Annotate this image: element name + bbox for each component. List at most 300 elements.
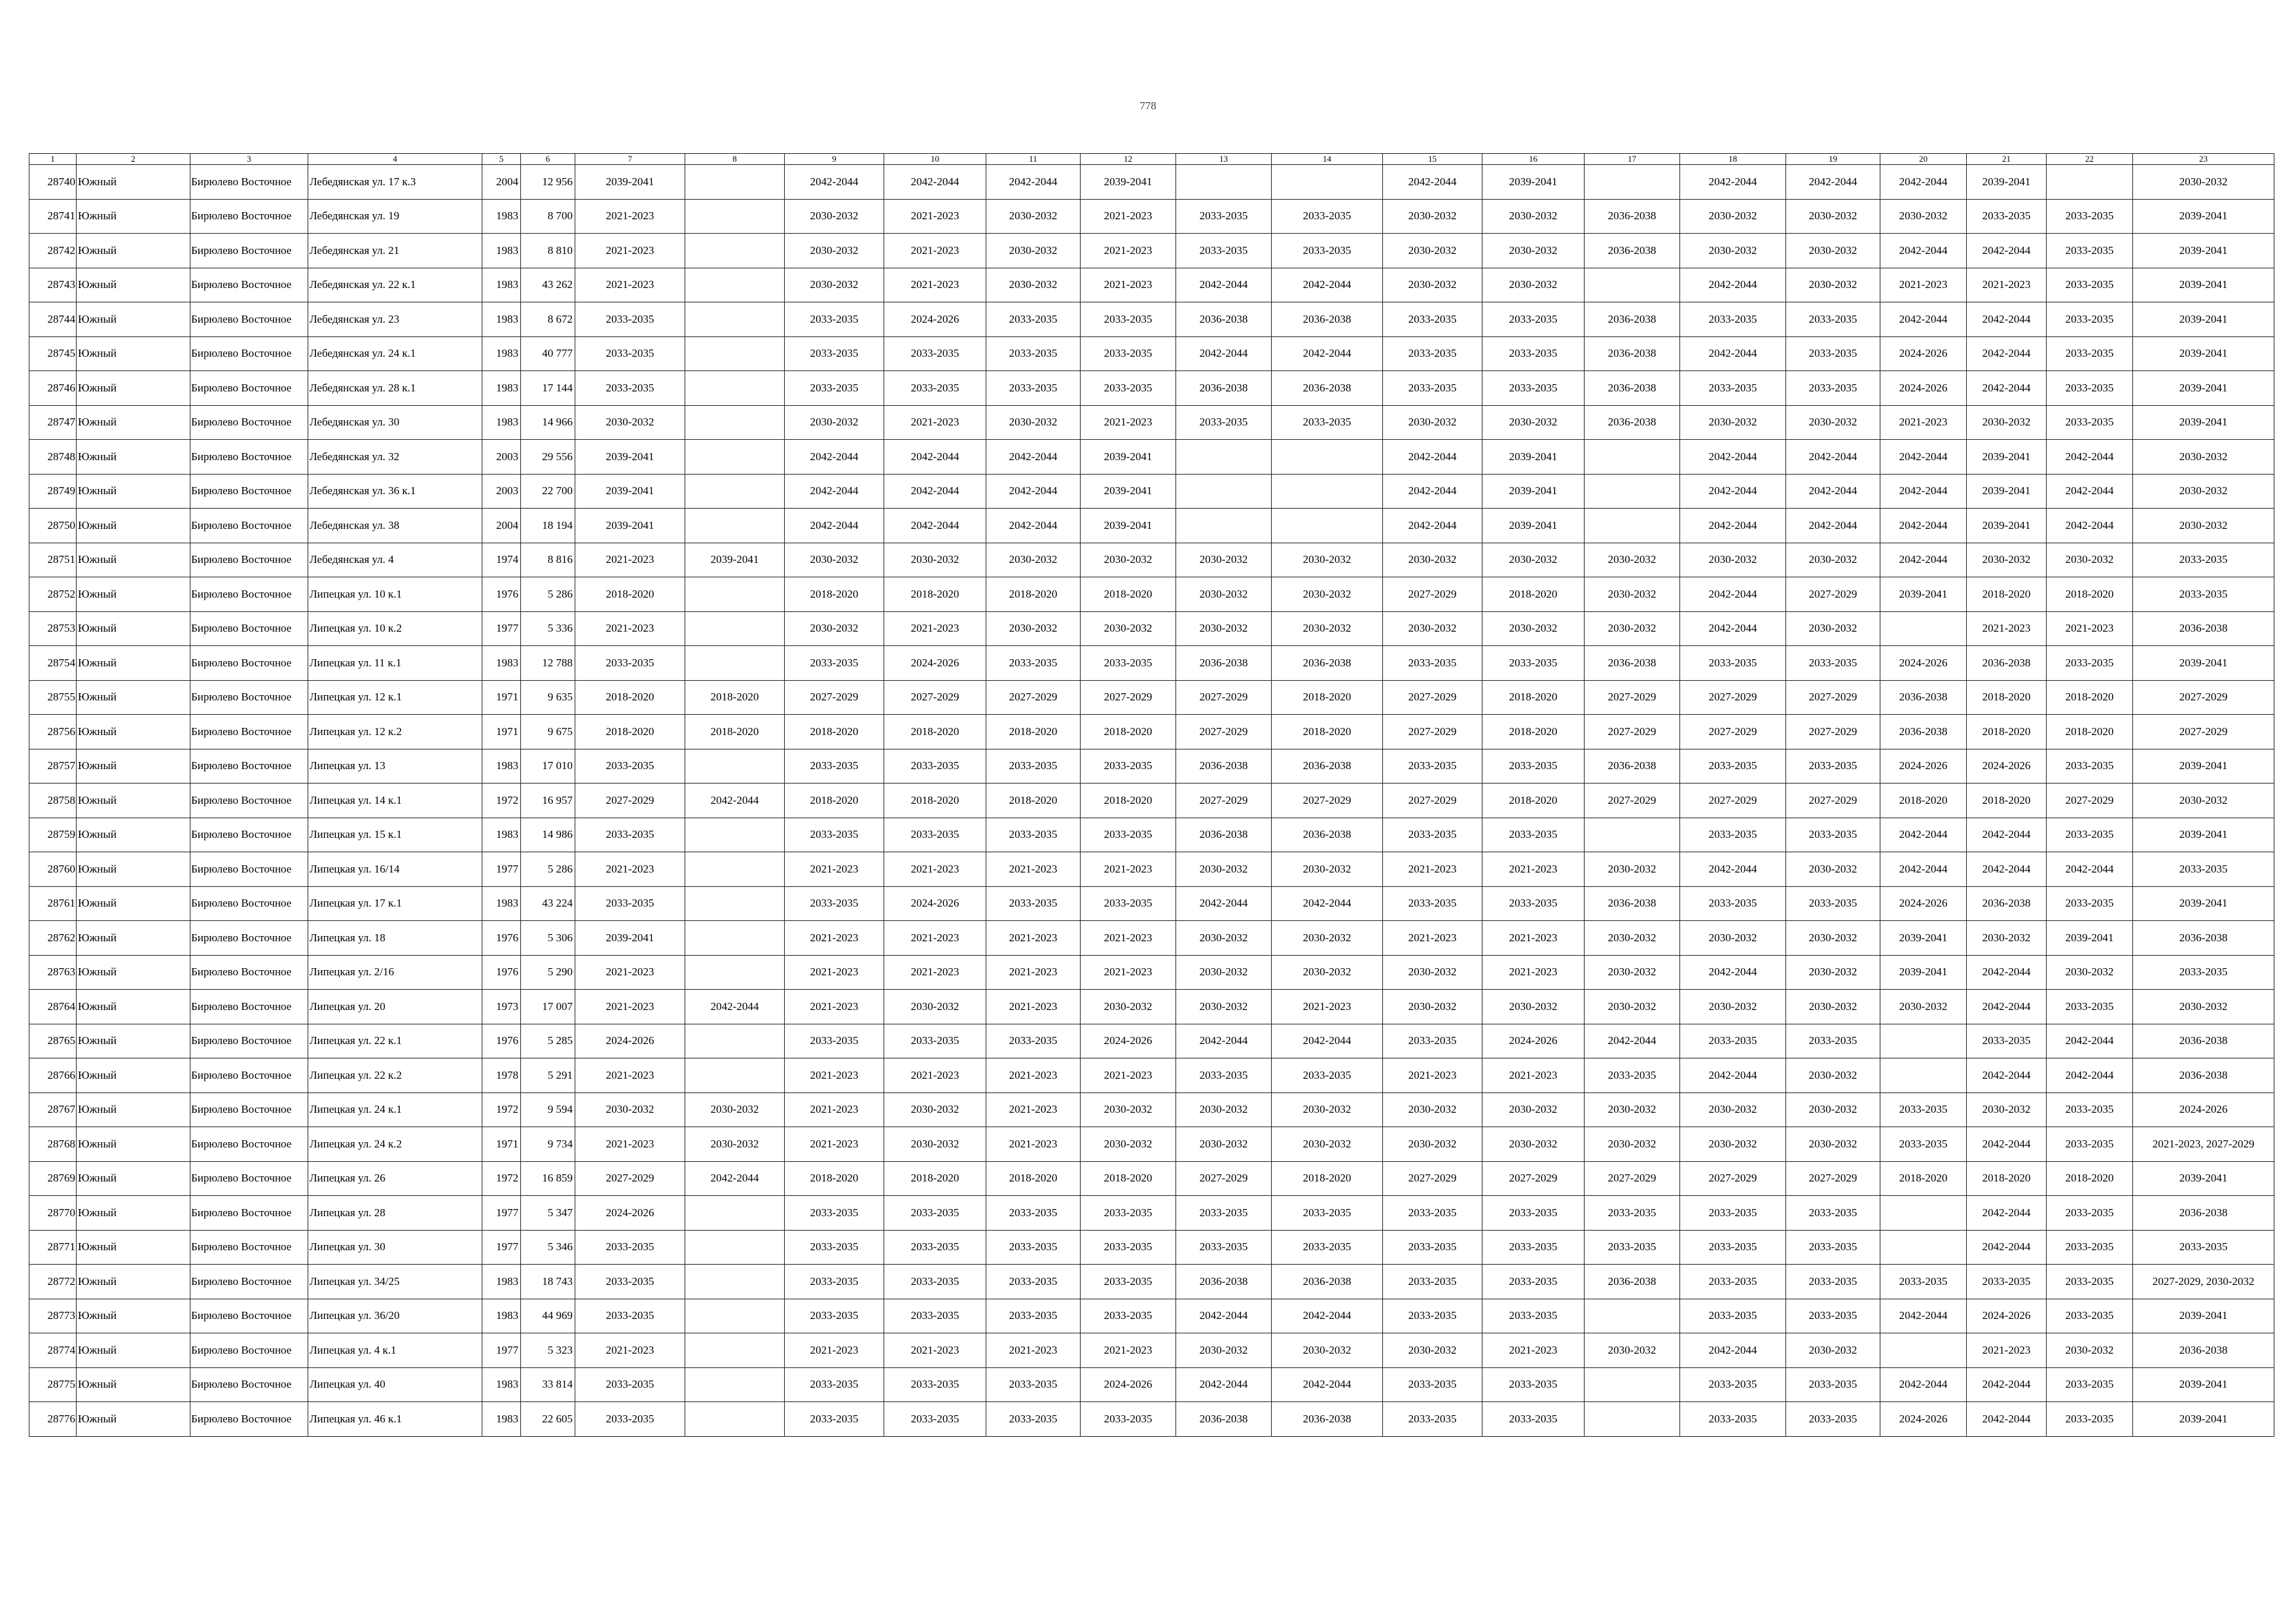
table-cell: Липецкая ул. 22 к.2	[308, 1058, 482, 1093]
table-cell	[1585, 1367, 1680, 1402]
table-cell: 2042-2044	[1680, 336, 1786, 371]
table-row	[29, 1265, 2274, 1299]
table-row	[29, 715, 2274, 749]
table-cell: 2033-2035	[1383, 646, 1482, 681]
table-cell: 2036-2038	[1585, 405, 1680, 440]
table-cell: 1977	[482, 1230, 521, 1265]
table-cell: 2033-2035	[1383, 1299, 1482, 1333]
table-cell: Южный	[77, 990, 190, 1024]
table-cell: 2042-2044	[2047, 440, 2133, 475]
table-cell: 5 290	[521, 955, 575, 990]
table-cell	[685, 1299, 785, 1333]
table-cell: 1983	[482, 336, 521, 371]
table-cell: Южный	[77, 886, 190, 921]
table-cell: 28771	[29, 1230, 77, 1265]
table-cell: 2027-2029	[1272, 784, 1383, 818]
table-cell: Лебедянская ул. 19	[308, 199, 482, 234]
table-cell: 2033-2035	[1786, 371, 1880, 406]
table-cell: 2042-2044	[1176, 1024, 1272, 1058]
table-cell: 2042-2044	[1786, 440, 1880, 475]
table-cell: 2030-2032	[1482, 543, 1585, 577]
table-cell: 2036-2038	[2133, 921, 2274, 956]
table-cell: 2030-2032	[1482, 268, 1585, 302]
table-cell: 2027-2029	[1786, 680, 1880, 715]
table-cell: Южный	[77, 1230, 190, 1265]
table-cell: 2042-2044	[1585, 1024, 1680, 1058]
table-cell: 2036-2038	[2133, 1196, 2274, 1231]
table-cell: 2033-2035	[2047, 990, 2133, 1024]
table-cell: 2021-2023	[986, 852, 1081, 887]
table-cell: 2030-2032	[1786, 543, 1880, 577]
table-row	[29, 405, 2274, 440]
table-cell	[1585, 268, 1680, 302]
table-cell	[685, 1196, 785, 1231]
table-cell: 2033-2035	[575, 1265, 685, 1299]
table-cell: 2033-2035	[785, 336, 884, 371]
table-cell: 2030-2032	[1272, 577, 1383, 612]
table-cell: 2024-2026	[1880, 886, 1967, 921]
table-cell: Бирюлево Восточное	[190, 577, 308, 612]
table-cell: 1972	[482, 784, 521, 818]
table-cell: 2030-2032	[1585, 921, 1680, 956]
table-cell: 2021-2023	[1482, 921, 1585, 956]
table-cell: 2036-2038	[2133, 611, 2274, 646]
table-cell: Южный	[77, 1333, 190, 1368]
table-cell: 2033-2035	[884, 1024, 986, 1058]
table-cell	[1880, 1196, 1967, 1231]
table-cell: 2033-2035	[2047, 1092, 2133, 1127]
table-cell: 2033-2035	[1081, 1402, 1176, 1437]
table-cell: 2042-2044	[1680, 474, 1786, 509]
table-cell: 2042-2044	[884, 440, 986, 475]
table-cell: 28752	[29, 577, 77, 612]
table-cell: Бирюлево Восточное	[190, 440, 308, 475]
table-cell: 2018-2020	[785, 715, 884, 749]
table-cell	[685, 165, 785, 200]
table-cell: 2030-2032	[1176, 921, 1272, 956]
table-cell: 2033-2035	[785, 886, 884, 921]
table-cell: 2039-2041	[1967, 165, 2047, 200]
table-cell: 2024-2026	[1880, 1402, 1967, 1437]
table-cell: 2033-2035	[1081, 1230, 1176, 1265]
table-cell: 2024-2026	[575, 1024, 685, 1058]
table-cell: 2018-2020	[2047, 680, 2133, 715]
table-cell: 1983	[482, 1265, 521, 1299]
table-cell: 2036-2038	[1176, 749, 1272, 784]
table-cell: 2042-2044	[1680, 852, 1786, 887]
table-cell: 2021-2023	[575, 990, 685, 1024]
table-cell: Южный	[77, 405, 190, 440]
table-cell: 2024-2026	[1482, 1024, 1585, 1058]
table-cell: 2042-2044	[1880, 440, 1967, 475]
table-cell: 2033-2035	[1482, 371, 1585, 406]
table-cell: 2036-2038	[1272, 749, 1383, 784]
table-cell: 2027-2029	[1786, 577, 1880, 612]
table-cell: Бирюлево Восточное	[190, 405, 308, 440]
table-cell: 2033-2035	[986, 886, 1081, 921]
table-cell: 2036-2038	[1176, 818, 1272, 852]
table-cell: 2030-2032	[785, 199, 884, 234]
table-cell: 2018-2020	[884, 1161, 986, 1196]
table-cell: 2030-2032	[575, 405, 685, 440]
table-cell: 28742	[29, 234, 77, 268]
table-row	[29, 646, 2274, 681]
table-cell	[685, 199, 785, 234]
table-cell: Липецкая ул. 12 к.1	[308, 680, 482, 715]
table-cell: 2033-2035	[785, 1196, 884, 1231]
table-cell	[685, 302, 785, 337]
table-cell: 2036-2038	[1585, 1265, 1680, 1299]
table-cell: 2030-2032	[1680, 199, 1786, 234]
table-cell: Липецкая ул. 24 к.2	[308, 1127, 482, 1162]
table-cell: 2030-2032	[1383, 955, 1482, 990]
table-cell: 2027-2029	[1585, 784, 1680, 818]
table-cell: 2018-2020	[785, 784, 884, 818]
table-cell: 28775	[29, 1367, 77, 1402]
table-cell: 2033-2035	[1680, 818, 1786, 852]
table-cell: 2036-2038	[2133, 1333, 2274, 1368]
table-cell: 2018-2020	[1880, 1161, 1967, 1196]
table-cell: Южный	[77, 474, 190, 509]
table-cell: 2027-2029	[1680, 715, 1786, 749]
table-cell: 2030-2032	[685, 1127, 785, 1162]
table-cell: 2033-2035	[575, 818, 685, 852]
table-cell: 28774	[29, 1333, 77, 1368]
table-cell: 2033-2035	[986, 1196, 1081, 1231]
table-cell: 2027-2029	[1585, 680, 1680, 715]
table-cell: 2021-2023	[1967, 268, 2047, 302]
table-cell: 2030-2032	[1383, 1333, 1482, 1368]
table-cell: 1983	[482, 818, 521, 852]
table-cell: 2030-2032	[1081, 543, 1176, 577]
table-cell: 1972	[482, 1161, 521, 1196]
table-cell: 2033-2035	[1482, 302, 1585, 337]
table-cell: Липецкая ул. 11 к.1	[308, 646, 482, 681]
table-cell: 2021-2023	[1482, 852, 1585, 887]
table-cell: Бирюлево Восточное	[190, 1299, 308, 1333]
table-cell: 2030-2032	[1967, 1092, 2047, 1127]
table-cell: 2033-2035	[1880, 1092, 1967, 1127]
table-cell: 2033-2035	[785, 818, 884, 852]
table-cell: Южный	[77, 165, 190, 200]
table-cell: 2030-2032	[1786, 234, 1880, 268]
table-cell: 2042-2044	[1880, 234, 1967, 268]
table-cell: Бирюлево Восточное	[190, 509, 308, 543]
table-cell: 2021-2023	[785, 1127, 884, 1162]
table-cell: 2033-2035	[1176, 1058, 1272, 1093]
table-cell: 2021-2023	[1383, 1058, 1482, 1093]
table-row	[29, 955, 2274, 990]
table-cell: 2018-2020	[986, 784, 1081, 818]
table-cell: 2021-2023	[1081, 1333, 1176, 1368]
table-cell: 2030-2032	[1585, 1333, 1680, 1368]
table-cell: 2021-2023	[884, 199, 986, 234]
table-cell: 2021-2023	[575, 543, 685, 577]
table-cell: 2042-2044	[785, 509, 884, 543]
table-row	[29, 336, 2274, 371]
table-cell: 2042-2044	[1786, 509, 1880, 543]
table-cell: Бирюлево Восточное	[190, 749, 308, 784]
column-header: 22	[2047, 154, 2133, 165]
table-cell: 2033-2035	[884, 1196, 986, 1231]
table-cell: 2030-2032	[1482, 199, 1585, 234]
table-cell: 2027-2029	[1383, 715, 1482, 749]
table-cell: 2030-2032	[1383, 268, 1482, 302]
table-cell: 2042-2044	[1383, 440, 1482, 475]
table-cell: 2021-2023	[884, 611, 986, 646]
table-cell: 2033-2035	[1967, 199, 2047, 234]
table-cell	[1585, 509, 1680, 543]
table-cell: 2036-2038	[1880, 680, 1967, 715]
table-cell: Липецкая ул. 40	[308, 1367, 482, 1402]
table-cell: Бирюлево Восточное	[190, 1127, 308, 1162]
table-cell: 2042-2044	[1880, 1367, 1967, 1402]
table-cell: Бирюлево Восточное	[190, 1196, 308, 1231]
table-cell: 2027-2029, 2030-2032	[2133, 1265, 2274, 1299]
table-cell: 2042-2044	[1786, 165, 1880, 200]
table-cell: 2033-2035	[785, 1024, 884, 1058]
table-cell	[685, 1367, 785, 1402]
table-cell: 2036-2038	[2133, 1024, 2274, 1058]
table-cell: 2024-2026	[1081, 1367, 1176, 1402]
table-cell: 2033-2035	[1786, 646, 1880, 681]
table-cell: 2033-2035	[1482, 336, 1585, 371]
table-cell: 2042-2044	[785, 474, 884, 509]
table-cell: 2021-2023	[575, 852, 685, 887]
table-cell: 1977	[482, 852, 521, 887]
table-cell: Бирюлево Восточное	[190, 268, 308, 302]
table-cell	[1880, 1333, 1967, 1368]
table-cell: 2030-2032	[1680, 921, 1786, 956]
table-cell: 2042-2044	[1880, 852, 1967, 887]
table-row	[29, 302, 2274, 337]
table-cell: 18 743	[521, 1265, 575, 1299]
table-cell: 2030-2032	[1585, 543, 1680, 577]
table-cell: 2042-2044	[1967, 1127, 2047, 1162]
table-cell: 5 291	[521, 1058, 575, 1093]
column-header: 23	[2133, 154, 2274, 165]
table-cell: 2030-2032	[1272, 1127, 1383, 1162]
table-row	[29, 371, 2274, 406]
table-cell: 2042-2044	[1880, 165, 1967, 200]
table-cell	[685, 1230, 785, 1265]
table-cell: 2030-2032	[1176, 543, 1272, 577]
table-cell: 2033-2035	[986, 1299, 1081, 1333]
table-cell: 2036-2038	[1585, 199, 1680, 234]
table-cell: 28756	[29, 715, 77, 749]
table-cell: 28766	[29, 1058, 77, 1093]
table-cell: 2036-2038	[1880, 715, 1967, 749]
table-cell: Бирюлево Восточное	[190, 1265, 308, 1299]
column-header: 10	[884, 154, 986, 165]
table-cell: 2030-2032	[1585, 1127, 1680, 1162]
table-cell: 2042-2044	[1272, 886, 1383, 921]
table-cell: 2039-2041	[1482, 440, 1585, 475]
table-cell: 2033-2035	[2047, 749, 2133, 784]
table-cell: 2021-2023	[1967, 1333, 2047, 1368]
table-cell: 2030-2032	[1272, 1333, 1383, 1368]
table-cell: 2033-2035	[1081, 749, 1176, 784]
table-cell: 2030-2032	[2133, 990, 2274, 1024]
table-cell: 2039-2041	[2133, 405, 2274, 440]
table-cell: 2021-2023	[1081, 852, 1176, 887]
table-cell: 2033-2035	[884, 818, 986, 852]
table-cell: 22 605	[521, 1402, 575, 1437]
table-cell: 1976	[482, 1024, 521, 1058]
table-row	[29, 611, 2274, 646]
table-cell: 5 323	[521, 1333, 575, 1368]
table-cell: 2021-2023	[884, 955, 986, 990]
table-cell: 28758	[29, 784, 77, 818]
table-cell: 2030-2032	[1786, 921, 1880, 956]
column-header: 2	[77, 154, 190, 165]
table-row	[29, 1333, 2274, 1368]
table-cell: 2036-2038	[1585, 234, 1680, 268]
table-cell: 2033-2035	[986, 336, 1081, 371]
column-header: 21	[1967, 154, 2047, 165]
table-cell: 2030-2032	[986, 234, 1081, 268]
table-cell: 2042-2044	[2047, 852, 2133, 887]
table-cell: 2018-2020	[1967, 680, 2047, 715]
table-cell: 2030-2032	[1176, 611, 1272, 646]
table-cell: 2033-2035	[884, 1299, 986, 1333]
table-cell: Липецкая ул. 10 к.1	[308, 577, 482, 612]
table-cell: 2033-2035	[1482, 1265, 1585, 1299]
table-cell	[685, 336, 785, 371]
table-cell: 2033-2035	[785, 1367, 884, 1402]
table-cell: Липецкая ул. 10 к.2	[308, 611, 482, 646]
table-cell: 2021-2023	[1081, 405, 1176, 440]
table-cell: 28749	[29, 474, 77, 509]
table-cell: 2033-2035	[1383, 886, 1482, 921]
table-cell: 2033-2035	[1680, 1196, 1786, 1231]
table-cell: 2027-2029	[1786, 784, 1880, 818]
table-cell: 2042-2044	[1680, 440, 1786, 475]
table-cell: 2030-2032	[2133, 784, 2274, 818]
table-cell: 2042-2044	[1272, 268, 1383, 302]
table-cell: 2021-2023	[1272, 990, 1383, 1024]
table-cell	[1585, 1402, 1680, 1437]
table-cell: 2033-2035	[1680, 371, 1786, 406]
table-cell: 2036-2038	[1176, 302, 1272, 337]
table-cell: 2033-2035	[785, 1402, 884, 1437]
table-cell: 2004	[482, 165, 521, 200]
table-cell: 2021-2023	[575, 234, 685, 268]
table-cell: 2042-2044	[986, 509, 1081, 543]
table-cell: 2018-2020	[2047, 715, 2133, 749]
table-cell: 2039-2041	[1081, 474, 1176, 509]
table-cell: 2021-2023	[2047, 611, 2133, 646]
table-cell: 2039-2041	[1967, 509, 2047, 543]
table-cell: 2042-2044	[1967, 1196, 2047, 1231]
table-cell: 2021-2023	[884, 1058, 986, 1093]
table-cell: 2042-2044	[1680, 1058, 1786, 1093]
table-row	[29, 440, 2274, 475]
table-cell: 2033-2035	[1383, 1265, 1482, 1299]
table-cell: 2024-2026	[884, 302, 986, 337]
table-cell: 2030-2032	[1383, 1127, 1482, 1162]
table-cell: 2018-2020	[685, 680, 785, 715]
table-cell: 2033-2035	[1482, 1230, 1585, 1265]
table-cell: 2030-2032	[1786, 1092, 1880, 1127]
table-cell: 2021-2023	[1081, 268, 1176, 302]
table-cell: 2039-2041	[2133, 1367, 2274, 1402]
table-cell	[1880, 1024, 1967, 1058]
table-cell: 2033-2035	[884, 1230, 986, 1265]
table-cell: 2039-2041	[1081, 440, 1176, 475]
table-row	[29, 1367, 2274, 1402]
table-cell: 1983	[482, 1367, 521, 1402]
table-cell: 2033-2035	[884, 336, 986, 371]
table-cell: 2021-2023	[884, 268, 986, 302]
table-cell: 2027-2029	[1383, 1161, 1482, 1196]
table-cell	[1176, 474, 1272, 509]
table-cell: 2036-2038	[1585, 886, 1680, 921]
table-cell: 2033-2035	[1786, 1299, 1880, 1333]
table-cell: 2030-2032	[1176, 955, 1272, 990]
table-cell: 12 956	[521, 165, 575, 200]
table-cell: 2033-2035	[1482, 1402, 1585, 1437]
table-cell: 2033-2035	[785, 749, 884, 784]
table-cell: 2030-2032	[884, 543, 986, 577]
table-cell: Южный	[77, 577, 190, 612]
table-cell: 2033-2035	[1272, 1230, 1383, 1265]
table-cell: Лебедянская ул. 38	[308, 509, 482, 543]
table-cell: 2042-2044	[1680, 165, 1786, 200]
table-cell: 2018-2020	[1967, 784, 2047, 818]
table-cell: 28744	[29, 302, 77, 337]
table-cell: 43 224	[521, 886, 575, 921]
table-cell: 2042-2044	[1967, 818, 2047, 852]
table-cell: 2033-2035	[2047, 302, 2133, 337]
table-cell: 2033-2035	[986, 646, 1081, 681]
table-cell: 17 144	[521, 371, 575, 406]
table-cell: 5 336	[521, 611, 575, 646]
table-cell: 2033-2035	[986, 1230, 1081, 1265]
table-cell: 2033-2035	[884, 1402, 986, 1437]
table-cell: Бирюлево Восточное	[190, 336, 308, 371]
table-cell: Южный	[77, 784, 190, 818]
table-cell: 2033-2035	[1786, 302, 1880, 337]
table-cell: 2033-2035	[1680, 302, 1786, 337]
table-cell: 2033-2035	[1680, 1024, 1786, 1058]
table-cell: 2042-2044	[1383, 474, 1482, 509]
table-cell: 2018-2020	[884, 577, 986, 612]
table-cell: 2042-2044	[1383, 509, 1482, 543]
table-cell: 2036-2038	[1272, 646, 1383, 681]
table-cell: 2039-2041	[2133, 1161, 2274, 1196]
table-cell: 2033-2035	[1482, 646, 1585, 681]
table-cell	[1176, 509, 1272, 543]
table-cell: 2027-2029	[2133, 680, 2274, 715]
table-cell: 2030-2032	[1585, 611, 1680, 646]
table-cell: 2042-2044	[785, 440, 884, 475]
table-cell: 2027-2029	[1786, 715, 1880, 749]
table-cell: 2036-2038	[1585, 749, 1680, 784]
table-cell: 28757	[29, 749, 77, 784]
table-cell: 2039-2041	[2133, 268, 2274, 302]
table-cell: 2018-2020	[1081, 784, 1176, 818]
table-cell: 2021-2023, 2027-2029	[2133, 1127, 2274, 1162]
table-cell: 2030-2032	[2133, 440, 2274, 475]
table-cell: Южный	[77, 1024, 190, 1058]
table-cell: 28745	[29, 336, 77, 371]
table-cell: 2036-2038	[1585, 302, 1680, 337]
table-cell: 5 306	[521, 921, 575, 956]
table-cell: 2030-2032	[1482, 611, 1585, 646]
table-row	[29, 921, 2274, 956]
table-cell: 2033-2035	[1383, 336, 1482, 371]
